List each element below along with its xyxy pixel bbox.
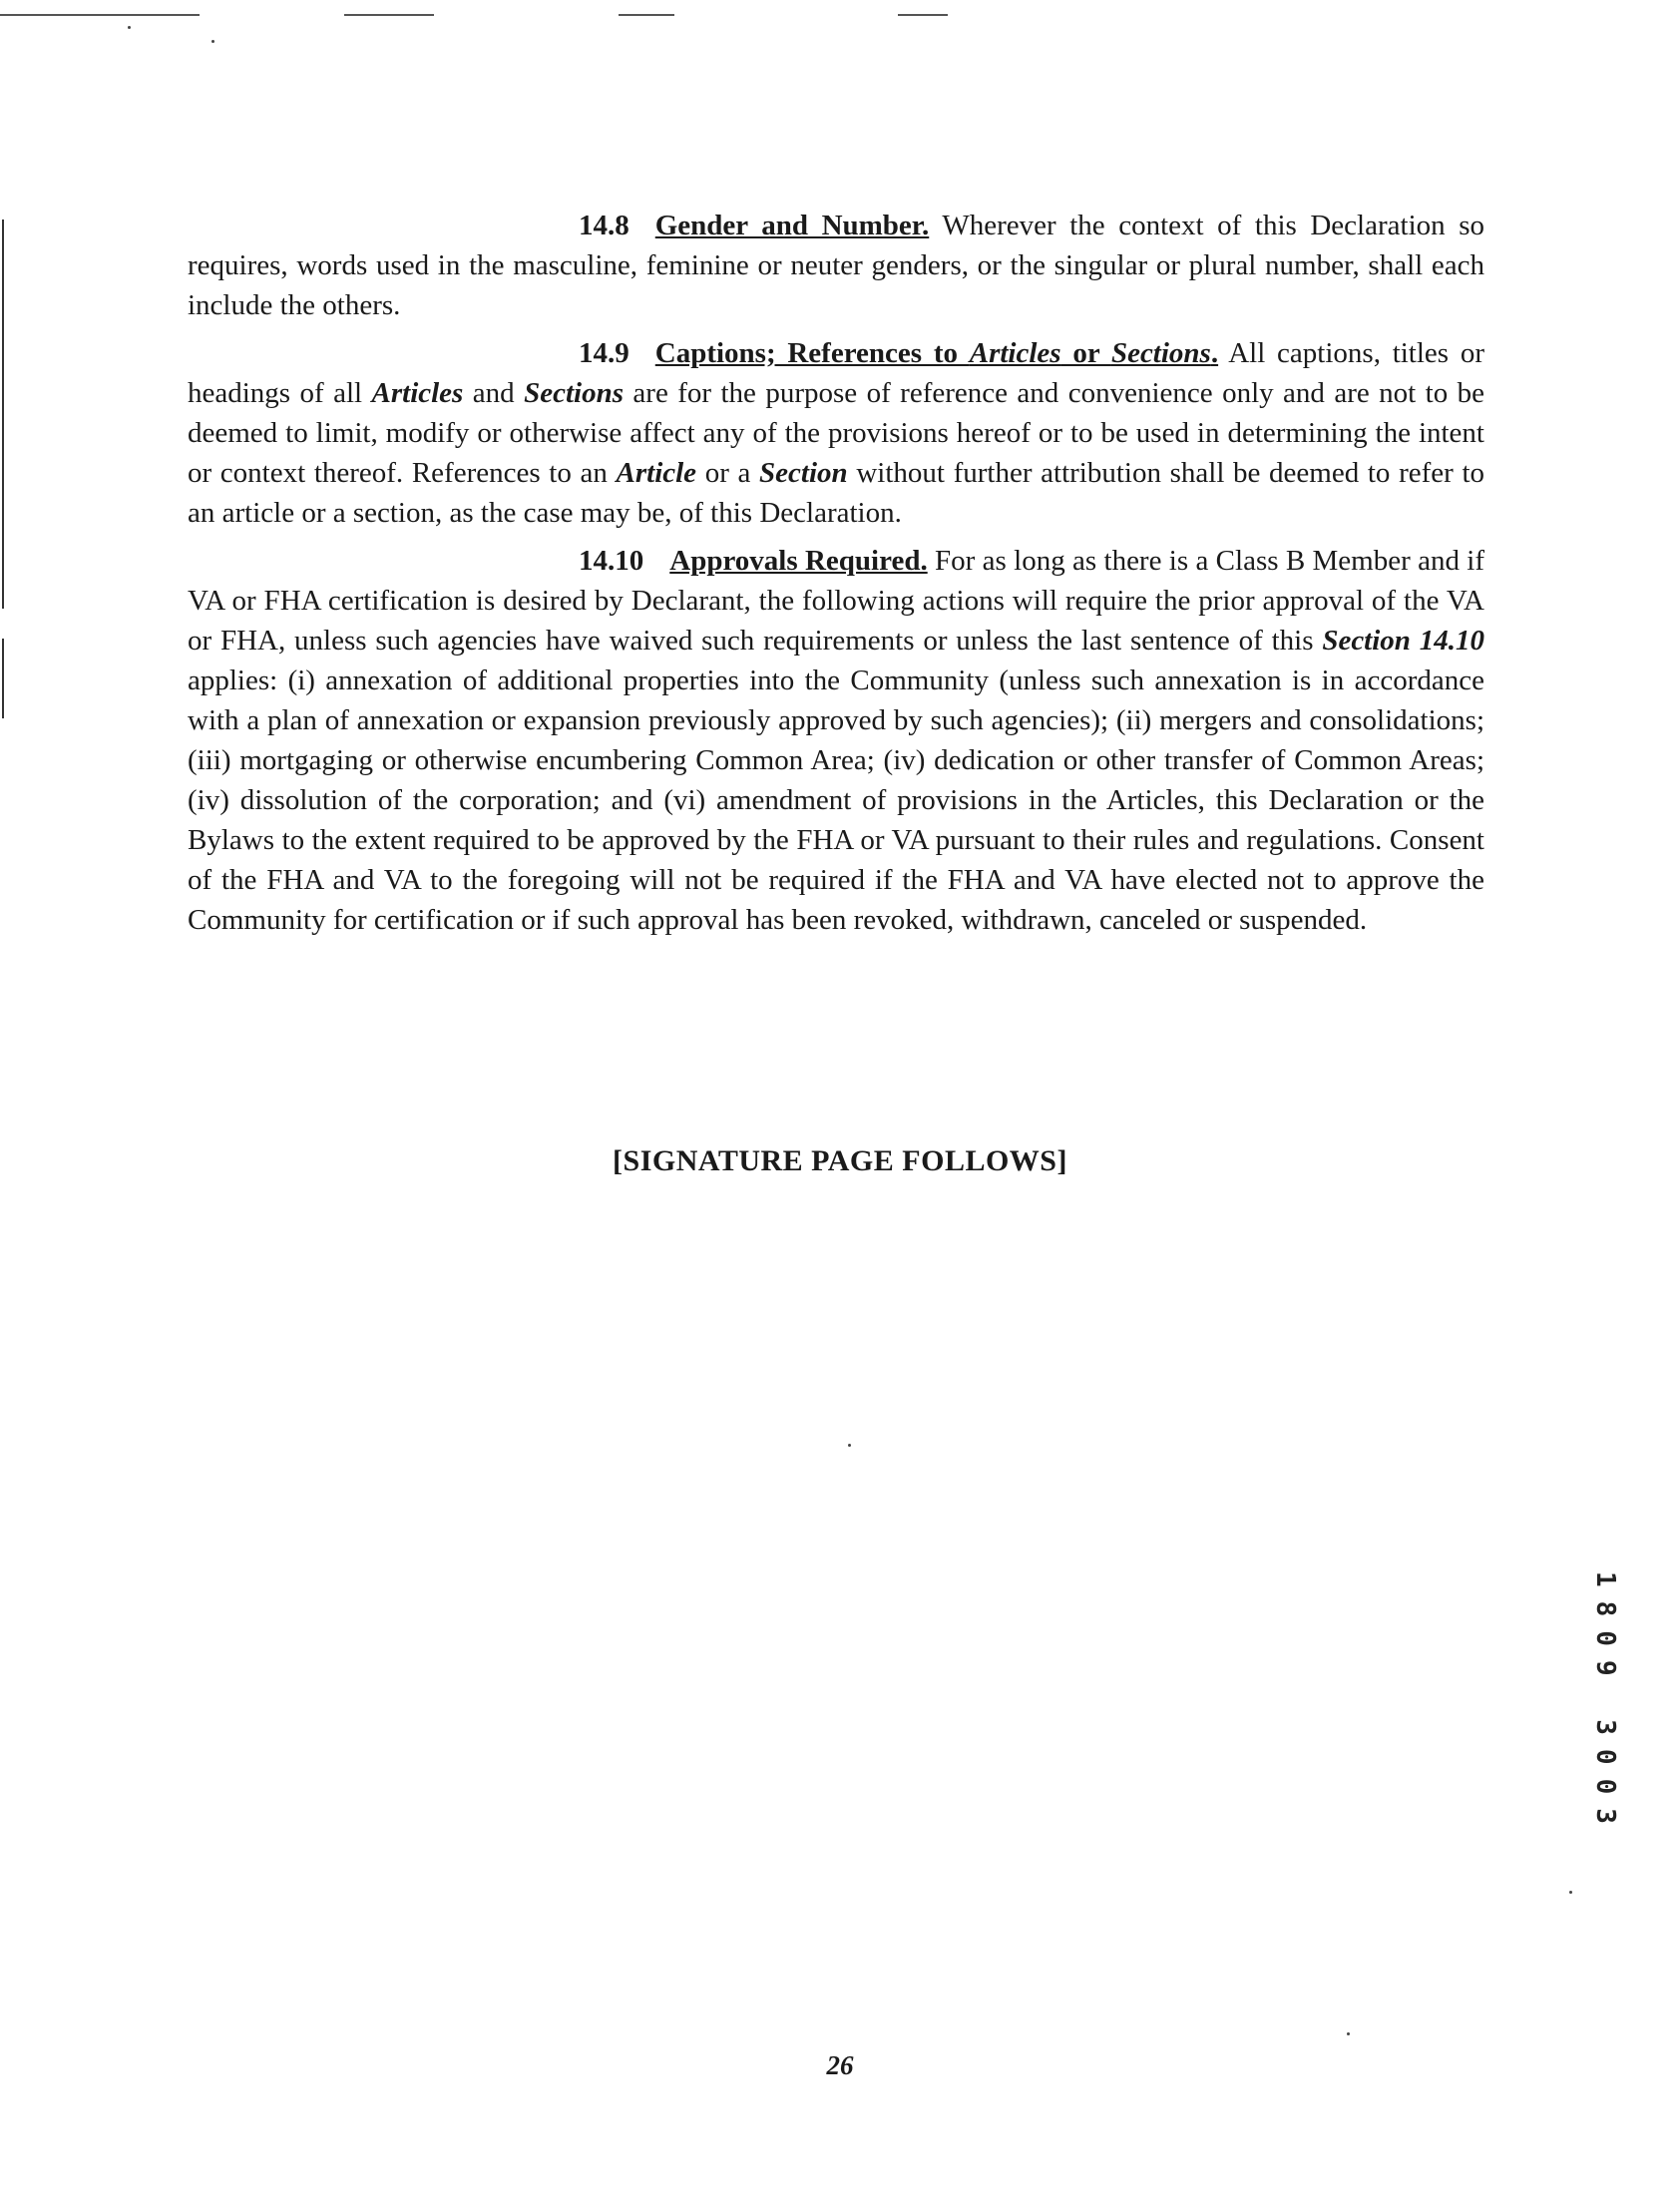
page-number: 26 [826,2050,854,2080]
margin-stamp [1590,1571,1640,1891]
emphasized-reference: Section [759,457,848,489]
scan-artifact-margin-bar [2,220,4,609]
section-14-9 [188,333,1484,533]
body-text [188,206,1484,948]
section-number: 14.8 [579,210,630,241]
paragraph-text: or a [696,457,760,489]
scan-artifact-dot [1569,1891,1572,1894]
scan-artifact-line [344,14,434,16]
scan-artifact-line [0,14,200,16]
paragraph-text: are for the purpose of reference and convenience only and are not to be deemed to limit, modify or otherwise affect any of the provisions hereof or to be used in determining the intent or context thereof. References to an [188,377,1485,489]
scan-artifact-dot [128,26,131,29]
paragraph-text: without further attribution shall be deemed to refer to an article or a section, as the case may be, of this Declaration. [188,457,1484,529]
section-number: 14.10 [579,545,644,577]
emphasized-reference: Article [616,457,697,489]
paragraph-text: All captions, titles or headings of all [188,337,1484,409]
emphasized-reference: Sections [524,377,624,409]
scan-artifact-dot [211,40,214,43]
section-14-8 [188,206,1484,325]
paragraph-text: For as long as there is a Class B Member and if VA or FHA certification is desired by Declarant, the following actions will require the prior approval of the VA or FHA, unless such agencies have waived such requirements or unless the last sentence of this [188,545,1484,657]
section-heading: Captions; References to Articles or Sections. [654,337,1219,369]
paragraph-text: and [463,377,525,409]
paragraph-text: applies: (i) annexation of additional properties into the Community (unless such annexation is in accordance with a plan of annexation or expansion previously approved by such agencies); (ii) mergers and consolidations; (iii) mortgaging or otherwise encumbering Common Area; (iv) dedication or other transfer of Common Areas; (iv) dissolution of the corporation; and (vi) amendment of provisions in the Articles, this Declaration or the Bylaws to the extent required to be approved by the FHA or VA pursuant to their rules and regulations. Consent of the FHA and VA to the foregoing will not be required if the FHA and VA have elected not to approve the Community for certification or if such approval has been revoked, withdrawn, canceled or suspended. [188,664,1484,936]
scan-artifact-line [898,14,948,16]
scan-artifact-margin-bar [2,639,4,718]
scan-artifact-dot [848,1444,851,1447]
section-heading: Approvals Required. [669,545,928,577]
scan-artifact-line [619,14,674,16]
section-14-10 [188,541,1484,940]
scan-artifact-dot [1347,2032,1350,2035]
margin-stamp-text: 1809 3003 [1590,1571,1620,1838]
emphasized-reference: Articles [371,377,464,409]
section-number: 14.9 [579,337,630,369]
paragraph-text: Wherever the context of this Declaration so requires, words used in the masculine, feminine or neuter genders, or the singular or plural number, shall each include the others. [188,210,1484,321]
signature-page-notice: [SIGNATURE PAGE FOLLOWS] [613,1144,1067,1177]
emphasized-reference: Section 14.10 [1322,625,1484,657]
section-heading: Gender and Number. [654,210,930,241]
